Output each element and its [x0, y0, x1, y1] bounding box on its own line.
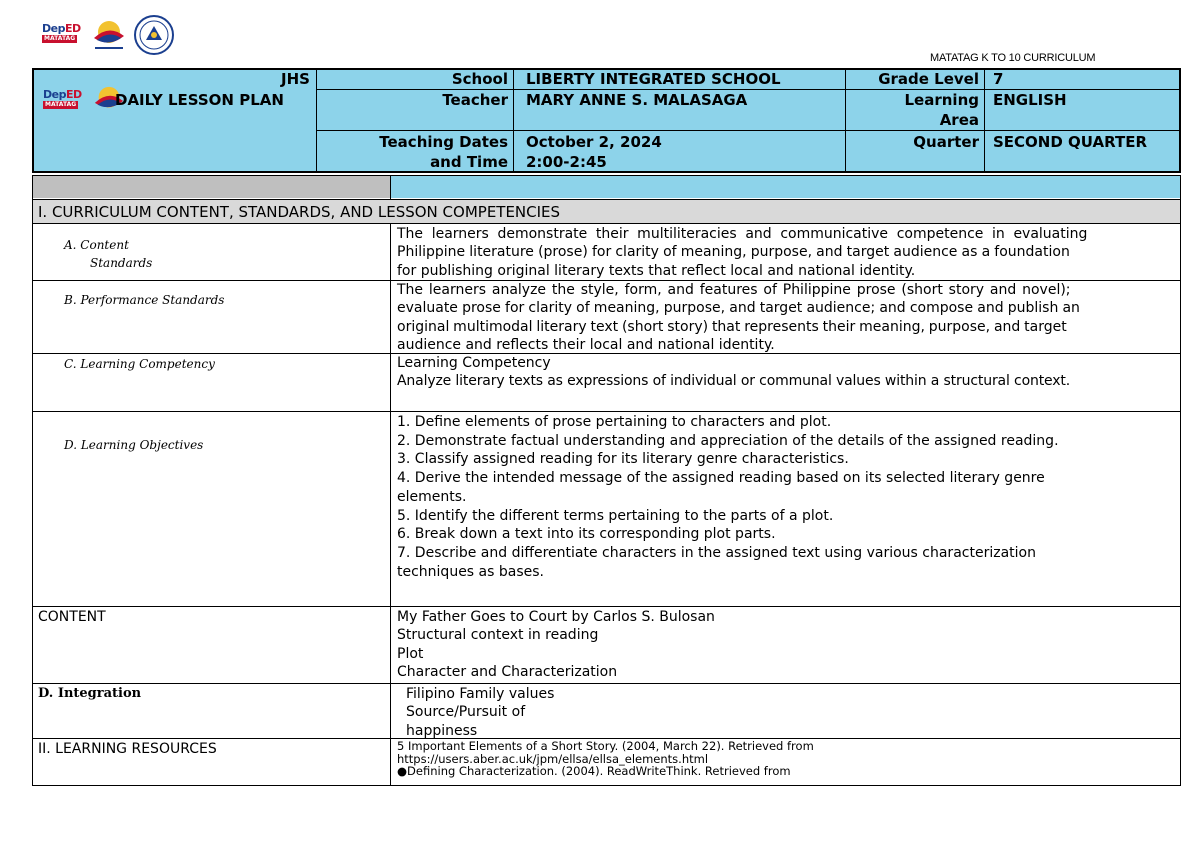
content-standards-label	[64, 236, 152, 272]
bagong-pilipinas-logo	[89, 18, 129, 52]
deped-seal-logo	[133, 14, 175, 56]
teaching-dates-value	[526, 132, 846, 172]
deped-wordmark: DepED	[42, 22, 81, 35]
performance-standards-line: The learners analyze the style, form, and features of Philippine prose (short story and novel);	[397, 282, 1071, 298]
table-border	[32, 411, 1181, 412]
deped-matatag-logo-top	[42, 23, 81, 43]
learning-area-label	[847, 90, 979, 130]
integration-list	[406, 685, 1187, 740]
learning-area-label-line1: Learning	[904, 91, 979, 109]
performance-standards-label: B. Performance Standards	[64, 293, 225, 307]
teacher-value: MARY ANNE S. MALASAGA	[526, 91, 748, 109]
table-border	[390, 175, 391, 200]
integration-label: D. Integration	[38, 686, 142, 701]
curriculum-note: MATATAG K TO 10 CURRICULUM	[930, 52, 1096, 64]
blank-blue-cell	[391, 176, 1180, 198]
content-item: Structural context in reading	[397, 627, 599, 644]
objective-item: 4. Derive the intended message of the assigned reading based on its selected literary genre	[397, 470, 1045, 487]
learning-area-label-line2: Area	[939, 111, 979, 129]
performance-standards-line: original multimodal literary text (short story) that represents their meaning, purpose, and target	[397, 318, 1067, 335]
learning-area-value: ENGLISH	[993, 91, 1067, 109]
learning-competency-heading: Learning Competency	[397, 355, 551, 371]
header-divider	[316, 130, 1180, 131]
integration-item: happiness	[406, 722, 478, 739]
table-border	[32, 785, 1181, 786]
school-label: School	[451, 70, 508, 88]
integration-item: Filipino Family values	[406, 686, 555, 702]
quarter-label: Quarter	[913, 133, 979, 151]
blank-gray-cell	[33, 176, 390, 198]
learning-resources-list	[397, 740, 1178, 778]
resource-item: 5 Important Elements of a Short Story. (2004, March 22). Retrieved from	[397, 739, 814, 753]
content-item: Plot	[397, 645, 424, 662]
table-border	[32, 606, 1181, 607]
school-level: JHS	[281, 70, 310, 88]
content-standards-line: for publishing original literary texts that reflect local and national identity.	[397, 262, 916, 279]
header-divider	[513, 69, 514, 173]
learning-competency-statement: Analyze literary texts as expressions of individual or communal values within a structural context.	[397, 373, 1071, 390]
deped-wordmark: DepED	[43, 88, 82, 101]
content-standards-line: Philippine literature (prose) for clarity of meaning, purpose, and target audience as a foundation	[397, 244, 1070, 261]
objective-item: 3. Classify assigned reading for its literary genre characteristics.	[397, 451, 849, 468]
performance-standards-line: audience and reflects their local and national identity.	[397, 336, 775, 353]
table-border	[32, 175, 33, 786]
content-standards-label-line2: Standards	[90, 256, 153, 270]
content-label: CONTENT	[38, 609, 106, 625]
school-value: LIBERTY INTEGRATED SCHOOL	[526, 70, 781, 88]
table-border	[32, 175, 1181, 176]
resource-item: ●Defining Characterization. (2004). ReadWriteThink. Retrieved from	[397, 764, 791, 778]
resource-link[interactable]: https://users.aber.ac.uk/jpm/ellsa/ellsa_elements.html	[397, 751, 709, 766]
matatag-wordmark: MATATAG	[44, 35, 76, 42]
deped-matatag-logo-header	[43, 89, 82, 109]
section-title-curriculum: I. CURRICULUM CONTENT, STANDARDS, AND LESSON COMPETENCIES	[38, 203, 561, 221]
header-divider	[316, 69, 317, 173]
objective-item: 7. Describe and differentiate characters in the assigned text using various characterization	[397, 544, 1036, 561]
table-border	[32, 683, 1181, 684]
teaching-time: 2:00-2:45	[526, 153, 607, 171]
matatag-wordmark: MATATAG	[45, 101, 77, 108]
teacher-label: Teacher	[442, 91, 508, 109]
table-border	[32, 199, 1181, 200]
performance-standards-line: evaluate prose for clarity of meaning, purpose, and target audience; and compose and publish an	[397, 300, 1080, 317]
content-standards-label-line1: A. Content	[64, 238, 129, 252]
learning-competency-label: C. Learning Competency	[64, 357, 215, 371]
learning-competency-text	[397, 354, 1178, 391]
content-item: My Father Goes to Court by Carlos S. Bulosan	[397, 609, 715, 625]
objective-item: 1. Define elements of prose pertaining to characters and plot.	[397, 414, 832, 430]
content-standards-line: The learners demonstrate their multiliteracies and communicative competence in evaluating	[397, 226, 1088, 242]
learning-objectives-label: D. Learning Objectives	[64, 438, 204, 452]
content-standards-text	[397, 225, 1178, 280]
table-border	[32, 223, 1181, 224]
teaching-dates-label	[318, 132, 508, 172]
objective-item: 2. Demonstrate factual understanding and appreciation of the details of the assigned reading.	[397, 432, 1059, 449]
quarter-value: SECOND QUARTER	[993, 133, 1148, 151]
learning-resources-label: II. LEARNING RESOURCES	[38, 741, 217, 757]
teaching-date: October 2, 2024	[526, 133, 662, 151]
objective-item: 6. Break down a text into its corresponding plot parts.	[397, 526, 776, 543]
objective-item: 5. Identify the different terms pertaining to the parts of a plot.	[397, 507, 834, 524]
content-item: Character and Characterization	[397, 663, 618, 680]
integration-item: Source/Pursuit of	[406, 704, 526, 721]
performance-standards-text	[397, 281, 1178, 354]
table-border	[390, 223, 391, 786]
teaching-dates-label-line2: and Time	[430, 153, 508, 171]
header-divider	[984, 69, 985, 173]
teaching-dates-label-line1: Teaching Dates	[379, 133, 508, 151]
objective-item: elements.	[397, 488, 467, 505]
learning-objectives-list	[397, 413, 1178, 581]
grade-level-value: 7	[993, 70, 1004, 88]
content-list	[397, 608, 1178, 681]
grade-level-label: Grade Level	[878, 70, 979, 88]
objective-item: techniques as bases.	[397, 563, 544, 580]
page-title: DAILY LESSON PLAN	[115, 91, 284, 109]
